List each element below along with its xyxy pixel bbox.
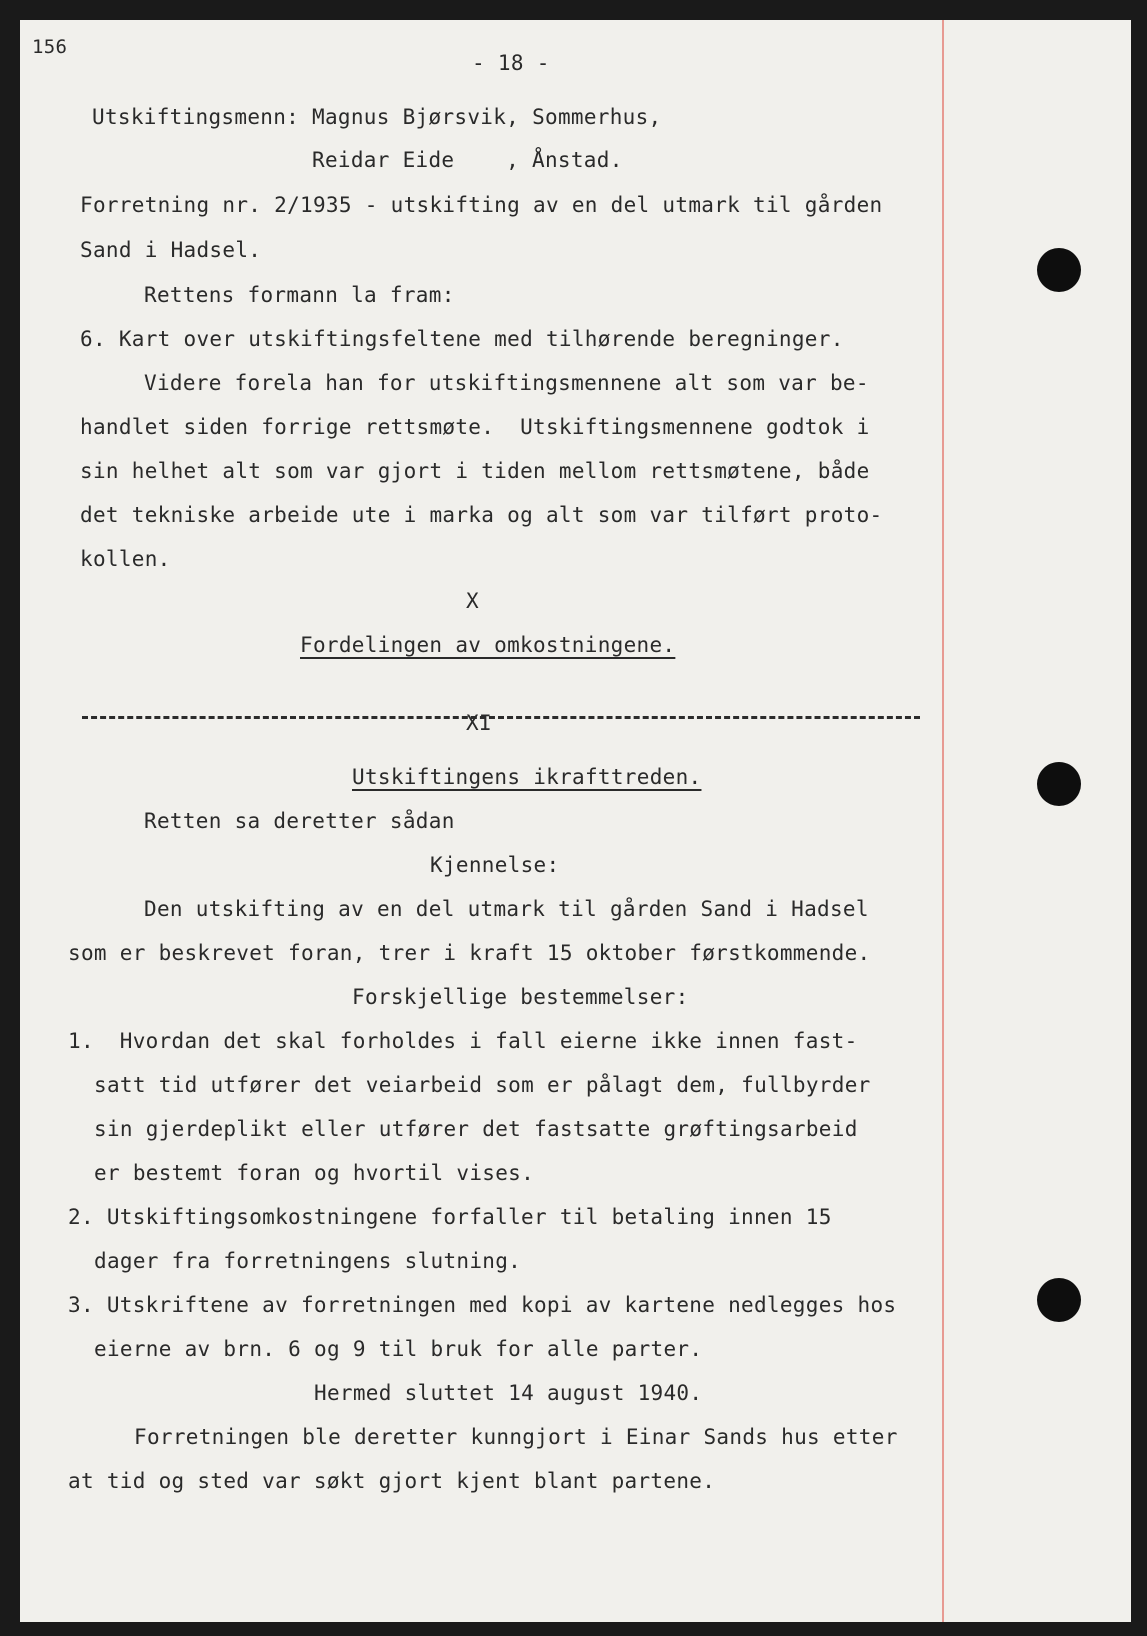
text-line: som er beskrevet foran, trer i kraft 15 oktober førstkommende. (68, 941, 871, 965)
text-line: det tekniske arbeide ute i marka og alt som var tilført proto- (80, 503, 883, 527)
page-number: 156 (32, 36, 68, 58)
text-line: Rettens formann la fram: (144, 283, 455, 307)
text-line: Videre forela han for utskiftingsmennene alt som var be- (144, 371, 869, 395)
document-page (20, 20, 1131, 1622)
list-item: 2. Utskiftingsomkostningene forfaller til betaling innen 15 (68, 1205, 832, 1229)
text-line: at tid og sted var søkt gjort kjent blant partene. (68, 1469, 716, 1493)
section-number-x: X (466, 589, 479, 613)
list-item: 1. Hvordan det skal forholdes i fall eierne ikke innen fast- (68, 1029, 858, 1053)
text-line: er bestemt foran og hvortil vises. (94, 1161, 535, 1185)
text-line: handlet siden forrige rettsmøte. Utskiftingsmennene godtok i (80, 415, 870, 439)
section-number-xi: XI (466, 711, 492, 735)
section-title-xi: Utskiftingens ikrafttreden. (352, 765, 702, 789)
page-header: - 18 - (472, 51, 550, 75)
kjennelse-heading: Kjennelse: (430, 853, 560, 877)
punch-hole-bottom (1037, 1278, 1081, 1322)
text-line: eierne av brn. 6 og 9 til bruk for alle parter. (94, 1337, 703, 1361)
text-line: kollen. (80, 547, 171, 571)
dashed-separator (82, 716, 920, 719)
text-line: satt tid utfører det veiarbeid som er pålagt dem, fullbyrder (94, 1073, 871, 1097)
text-line: Reidar Eide , Ånstad. (312, 148, 623, 172)
text-line: sin gjerdeplikt eller utfører det fastsatte grøftingsarbeid (94, 1117, 858, 1141)
margin-rule (942, 20, 944, 1622)
text-line: Sand i Hadsel. (80, 238, 262, 262)
text-line: sin helhet alt som var gjort i tiden mellom rettsmøtene, både (80, 459, 870, 483)
text-line: Forretning nr. 2/1935 - utskifting av en del utmark til gården (80, 193, 883, 217)
text-line: dager fra forretningens slutning. (94, 1249, 522, 1273)
text-line: Den utskifting av en del utmark til gården Sand i Hadsel (144, 897, 869, 921)
text-line: Utskiftingsmenn: Magnus Bjørsvik, Sommerhus, (92, 105, 662, 129)
list-item: 3. Utskriftene av forretningen med kopi av kartene nedlegges hos (68, 1293, 897, 1317)
text-line: Forretningen ble deretter kunngjort i Einar Sands hus etter (134, 1425, 898, 1449)
punch-hole-top (1037, 248, 1081, 292)
text-line: Retten sa deretter sådan (144, 809, 455, 833)
text-line: 6. Kart over utskiftingsfeltene med tilhørende beregninger. (80, 327, 844, 351)
punch-hole-middle (1037, 762, 1081, 806)
text-line: Hermed sluttet 14 august 1940. (314, 1381, 703, 1405)
section-title-x: Fordelingen av omkostningene. (300, 633, 676, 657)
subheading: Forskjellige bestemmelser: (352, 985, 689, 1009)
